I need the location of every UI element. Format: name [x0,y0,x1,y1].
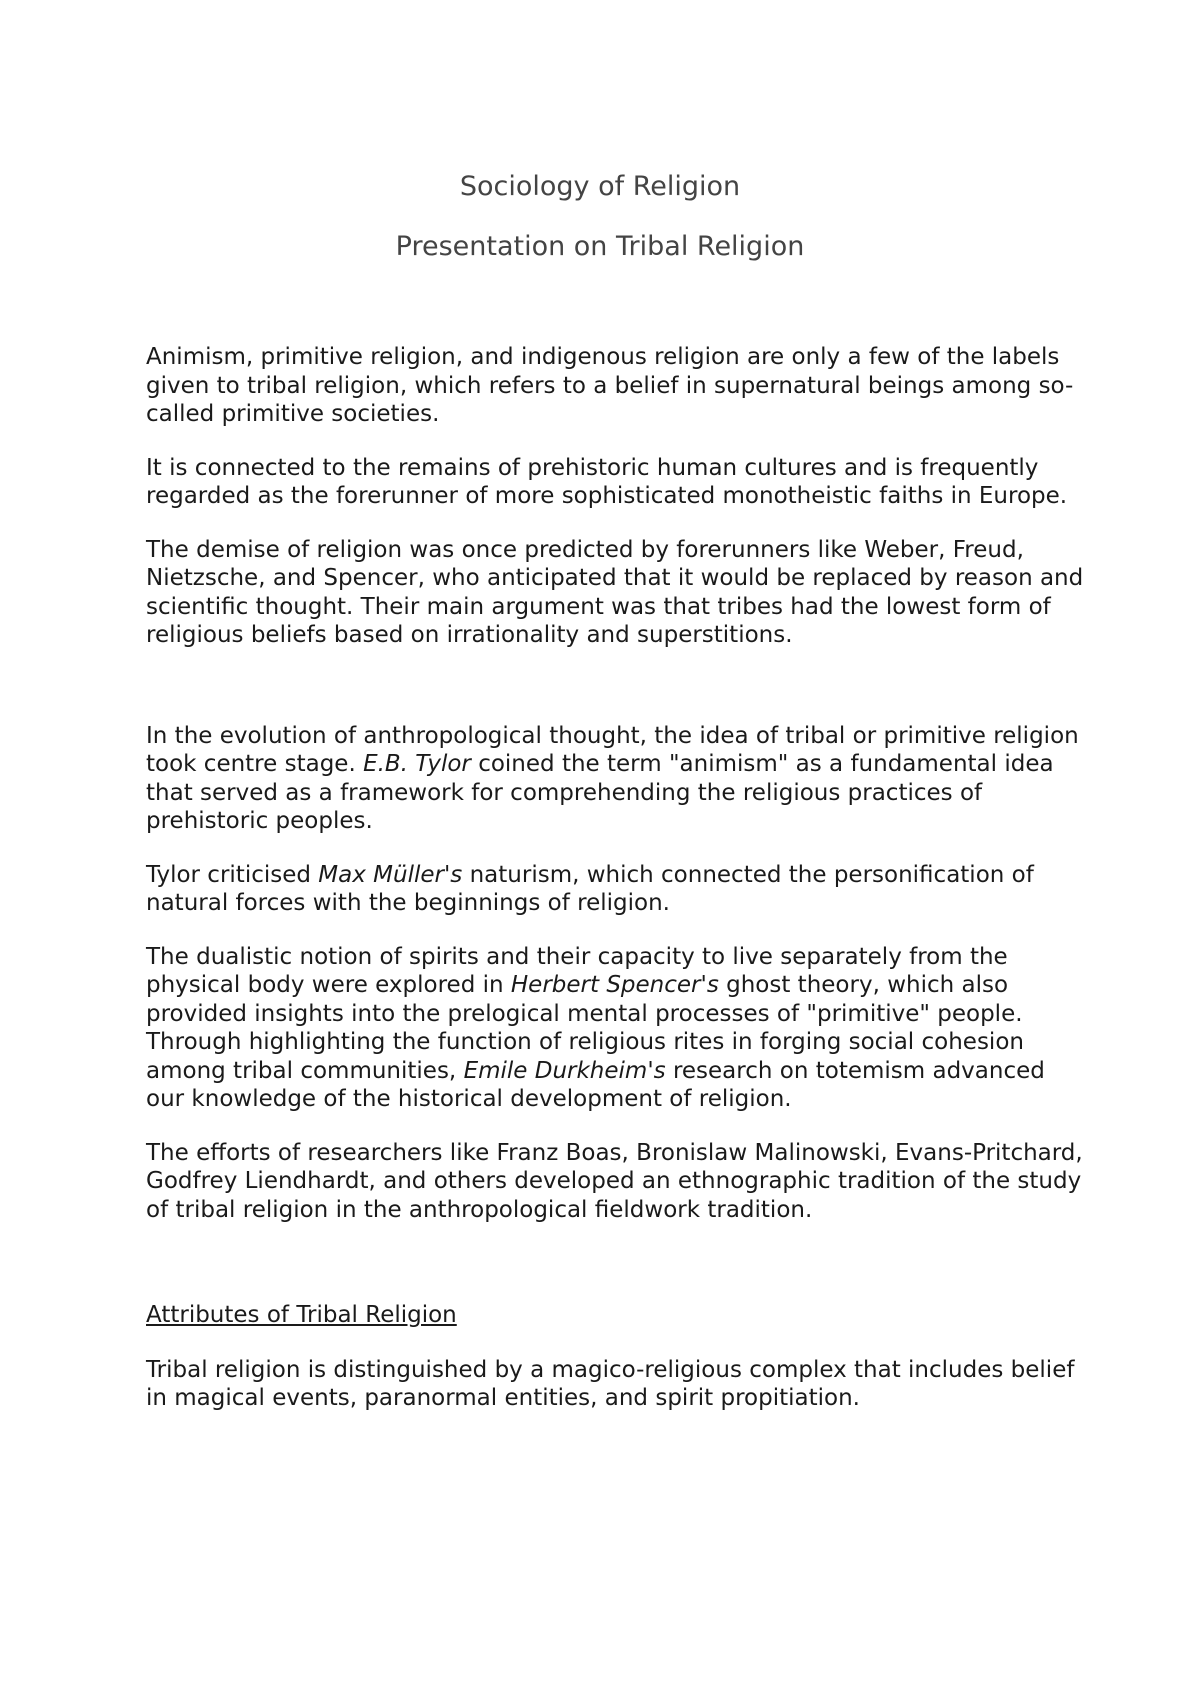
paragraph-4-text-a: In the evolution of anthropological thought, the idea of tribal or primitive religion took centre stage. [146,722,1079,777]
tylor-reference: E.B. Tylor [363,751,471,777]
paragraph-7: The efforts of researchers like Franz Boas, Bronislaw Malinowski, Evans-Pritchard, Godfrey Liendhardt, and others developed an ethnographic tradition of the study of tribal religion in the anthropological fieldwork tradition. [146,1139,1083,1223]
document-title: Sociology of Religion [459,171,741,202]
muller-reference: Max Müller's [318,861,463,888]
paragraph-6-text-b: ghost theory, which also provided insights into the prelogical mental processes of "primitive" people. Through highlighting the function of religious rites in forging social cohesion among tribal communities, [146,972,1024,1084]
paragraph-6 [146,943,1086,1114]
durkheim-reference: Emile Durkheim's [463,1057,666,1084]
paragraph-6-text-a: The dualistic notion of spirits and their capacity to live separately from the physical body were explored in [146,943,1008,998]
section-heading: Attributes of Tribal Religion [146,1302,457,1328]
paragraph-8: Tribal religion is distinguished by a magico-religious complex that includes belief in magical events, paranormal entities, and spirit propitiation. [146,1356,1075,1411]
paragraph-5 [146,861,1086,918]
spencer-reference: Herbert Spencer's [510,972,719,998]
paragraph-6-text-c: research on totemism advanced our knowledge of the historical development of religion. [146,1057,1045,1112]
paragraph-5-text-a: Tylor criticised [146,861,319,888]
paragraph-4-text-b: coined the term "animism" as a fundamental idea that served as a framework for comprehending the religious practices of prehistoric peoples. [146,751,1054,834]
paragraph-5-text-b: naturism, which connected the personification of natural forces with the beginnings of religion. [146,861,1034,916]
paragraph-1: Animism, primitive religion, and indigenous religion are only a few of the labels given to tribal religion, which refers to a belief in supernatural beings among so-called primitive societies. [146,344,1074,427]
document-subtitle: Presentation on Tribal Religion [395,231,805,262]
paragraph-2: It is connected to the remains of prehistoric human cultures and is frequently regarded as the forerunner of more sophisticated monotheistic faiths in Europe. [146,454,1068,509]
paragraph-3: The demise of religion was once predicted by forerunners like Weber, Freud, Nietzsche, and Spencer, who anticipated that it would be replaced by reason and scientific thought. Their main argument was that tribes had the lowest form of religious beliefs based on irrationality and superstitions. [146,536,1084,648]
paragraph-4 [146,722,1086,836]
document-body [146,343,1086,1438]
